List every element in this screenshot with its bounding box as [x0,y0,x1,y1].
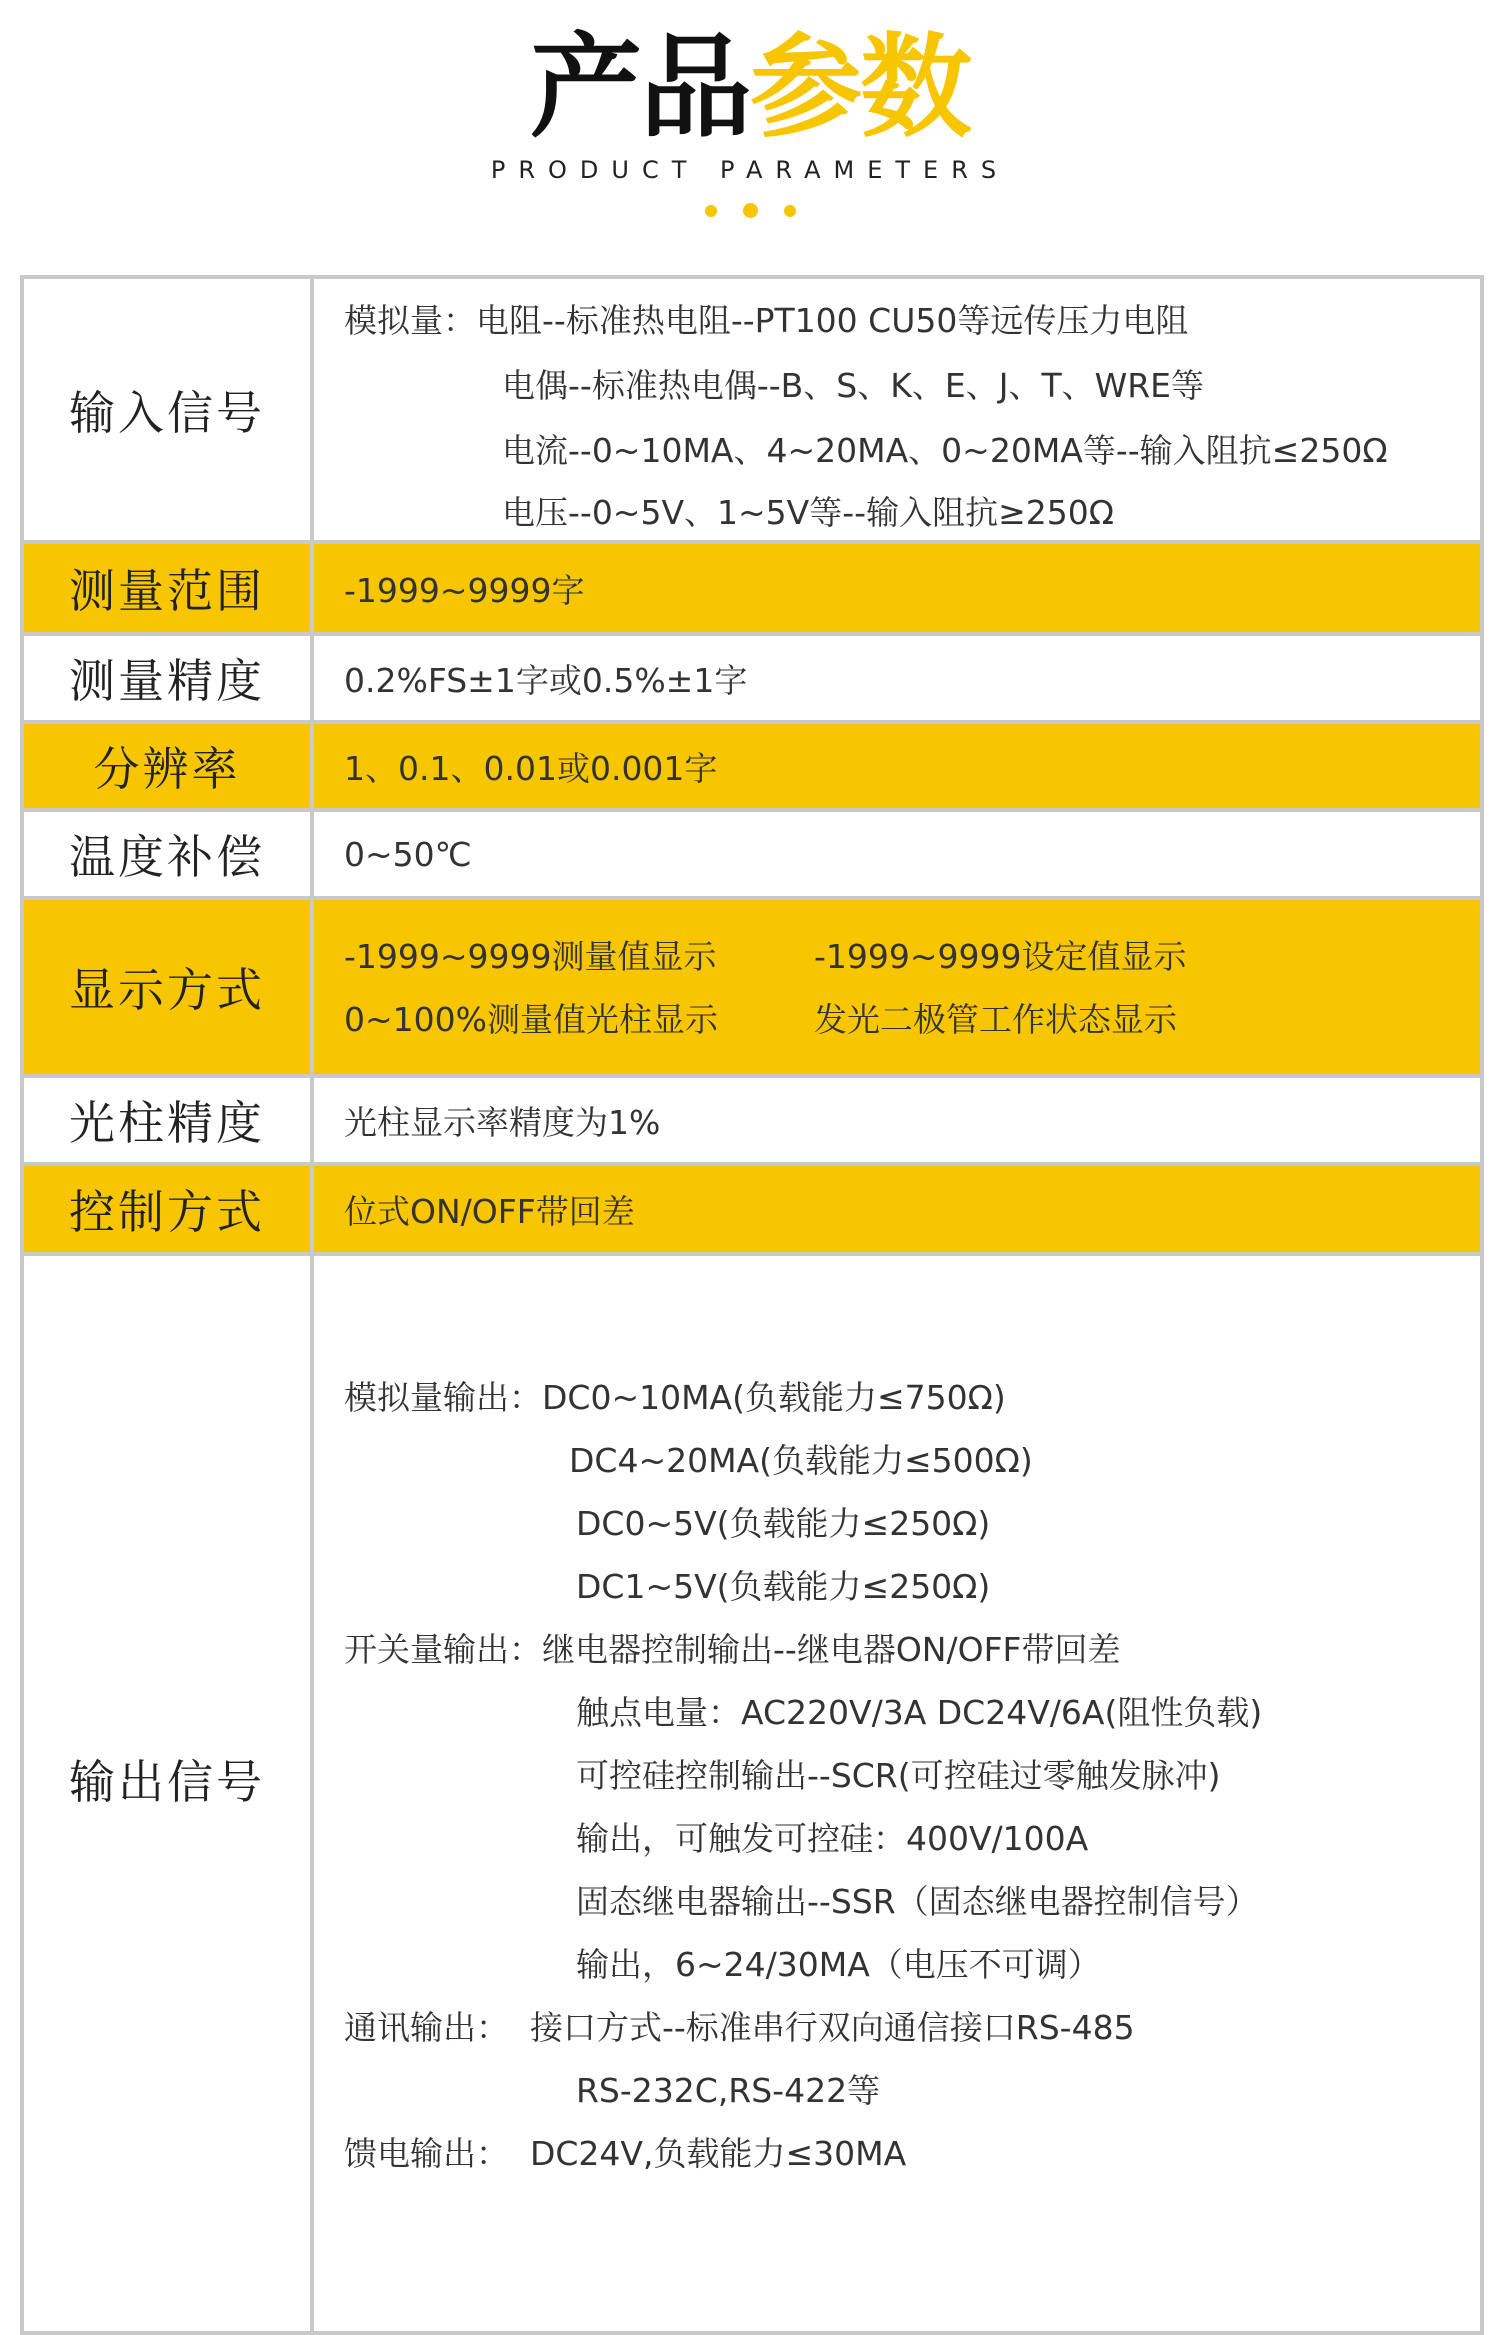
row-value: 1、0.1、0.01或0.001字 [344,748,718,788]
row-value: 0.2%FS±1字或0.5%±1字 [344,660,748,700]
row-value: 0~50℃ [344,834,472,874]
value-line: 可控硅控制输出--SCR(可控硅过零触发脉冲) [576,1756,1221,1795]
value-line: DC4~20MA(负载能力≤500Ω) [569,1441,1033,1480]
row-label: 光柱精度 [24,1078,314,1162]
value-line: 输出，6~24/30MA（电压不可调） [576,1945,1101,1984]
dot-icon [705,205,717,217]
row-measure-accuracy [24,636,1480,724]
title-yellow-part: 参数 [750,23,970,153]
row-control-mode [24,1166,1480,1256]
value-line: 输出，可触发可控硅：400V/100A [576,1819,1089,1858]
row-label: 测量范围 [24,544,314,632]
value-line: -1999~9999设定值显示 [814,937,1187,976]
row-label: 输出信号 [24,1256,314,2331]
decorative-dots [0,200,1500,219]
header [0,0,1500,270]
row-value [344,1256,1460,2331]
dot-icon [743,203,758,218]
value-line: 电压--0~5V、1~5V等--输入阻抗≥250Ω [502,493,1114,532]
row-value [344,279,1460,540]
value-line: 触点电量：AC220V/3A DC24V/6A(阻性负载) [576,1693,1263,1732]
value-line: 电偶--标准热电偶--B、S、K、E、J、T、WRE等 [502,366,1205,405]
value-line: 固态继电器输出--SSR（固态继电器控制信号） [576,1882,1259,1921]
value-line: -1999~9999测量值显示 [344,937,717,976]
row-value: 光柱显示率精度为1% [344,1102,661,1142]
row-label: 测量精度 [24,636,314,720]
row-input-signal [24,279,1480,544]
value-line: 馈电输出： DC24V,负载能力≤30MA [344,2134,907,2173]
value-line: RS-232C,RS-422等 [576,2071,881,2110]
value-line: 0~100%测量值光柱显示 [344,1000,718,1039]
row-display-mode [24,900,1480,1078]
value-line: DC1~5V(负载能力≤250Ω) [576,1567,991,1606]
row-resolution [24,724,1480,812]
value-line: 电流--0~10MA、4~20MA、0~20MA等--输入阻抗≤250Ω [502,431,1388,470]
row-value [344,900,1460,1074]
value-line: 发光二极管工作状态显示 [814,1000,1177,1039]
row-bar-accuracy [24,1078,1480,1166]
dot-icon [784,205,796,217]
value-line: DC0~5V(负载能力≤250Ω) [576,1504,991,1543]
page-title [0,18,1500,158]
value-line: 开关量输出：继电器控制输出--继电器ON/OFF带回差 [344,1630,1121,1669]
row-measure-range [24,544,1480,636]
row-value: 位式ON/OFF带回差 [344,1191,635,1231]
row-label: 输入信号 [24,279,314,540]
row-temp-compensation [24,812,1480,900]
value-line: 模拟量：电阻--标准热电阻--PT100 CU50等远传压力电阻 [344,301,1189,340]
value-line: 模拟量输出：DC0~10MA(负载能力≤750Ω) [344,1378,1006,1417]
row-label: 控制方式 [24,1166,314,1252]
title-black-part: 产品 [530,23,750,153]
row-value: -1999~9999字 [344,570,585,610]
row-label: 温度补偿 [24,812,314,896]
value-line: 通讯输出： 接口方式--标准串行双向通信接口RS-485 [344,2008,1135,2047]
page-subtitle: PRODUCT PARAMETERS [490,156,1010,184]
parameters-table [20,275,1484,2335]
row-label: 分辨率 [24,724,314,808]
row-label: 显示方式 [24,900,314,1074]
row-output-signal [24,1256,1480,2331]
